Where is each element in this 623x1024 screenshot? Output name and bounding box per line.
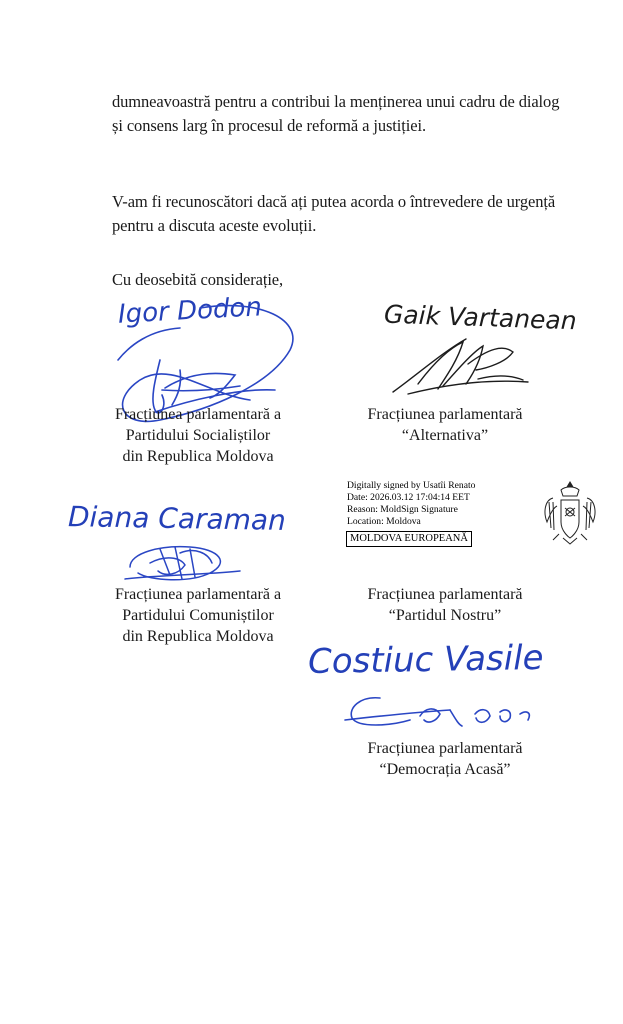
party-name-box: MOLDOVA EUROPEANĂ [346, 531, 472, 547]
handwritten-name-dodon: Igor Dodon [117, 292, 263, 330]
closing-phrase [112, 268, 562, 292]
stamp-line: Location: Moldova [347, 516, 421, 527]
handwritten-name-vartanean: Gaik Vartanean [383, 299, 578, 336]
signatory-block-psrm [88, 404, 308, 467]
signatory-line: din Republica Moldova [122, 628, 274, 645]
signatory-block-partidul-nostru [345, 584, 545, 626]
signatory-block-alternativa [345, 404, 545, 446]
signatory-line: Fracțiunea parlamentară a [114, 586, 282, 603]
digital-signature-stamp [347, 480, 487, 528]
body-paragraph-2 [112, 190, 562, 238]
signatory-block-democratia-acasa [345, 738, 545, 780]
stamp-line: Date: 2026.03.12 17:04:14 EET [347, 492, 470, 503]
signatory-line: Partidului Comuniștilor [122, 607, 274, 624]
paragraph-line: pentru a discuta aceste evoluții. [112, 216, 317, 235]
signatory-line: Fracțiunea parlamentară a [114, 406, 282, 423]
stamp-line: Digitally signed by Usatîi Renato [347, 480, 476, 491]
signatory-line: “Partidul Nostru” [388, 607, 502, 624]
signatory-line: “Alternativa” [401, 427, 489, 444]
paragraph-line: V-am fi recunoscători dacă ați putea acorda o întrevedere de urgență [112, 192, 556, 211]
signatory-block-pcrm [88, 584, 308, 647]
signatory-line: din Republica Moldova [122, 448, 274, 465]
signatory-line: Fracțiunea parlamentară [367, 406, 523, 423]
stamp-line: Reason: MoldSign Signature [347, 504, 458, 515]
paragraph-line: dumneavoastră pentru a contribui la menținerea unui cadru de dialog [112, 92, 560, 111]
signatory-line: “Democrația Acasă” [379, 761, 511, 778]
closing-text: Cu deosebită considerație, [112, 270, 284, 289]
handwritten-name-costiuc: Costiuc Vasile [307, 637, 544, 683]
signature-scribble-vartanean [388, 334, 538, 404]
signatory-line: Fracțiunea parlamentară [367, 740, 523, 757]
signatory-line: Partidului Socialiștilor [125, 427, 271, 444]
signatory-line: Fracțiunea parlamentară [367, 586, 523, 603]
signature-scribble-caraman [120, 535, 260, 590]
body-paragraph-1 [112, 90, 562, 138]
paragraph-line: și consens larg în procesul de reformă a justiției. [112, 116, 426, 135]
signature-scribble-costiuc [340, 688, 540, 736]
coat-of-arms-icon [541, 478, 599, 550]
handwritten-name-caraman: Diana Caraman [67, 500, 287, 537]
